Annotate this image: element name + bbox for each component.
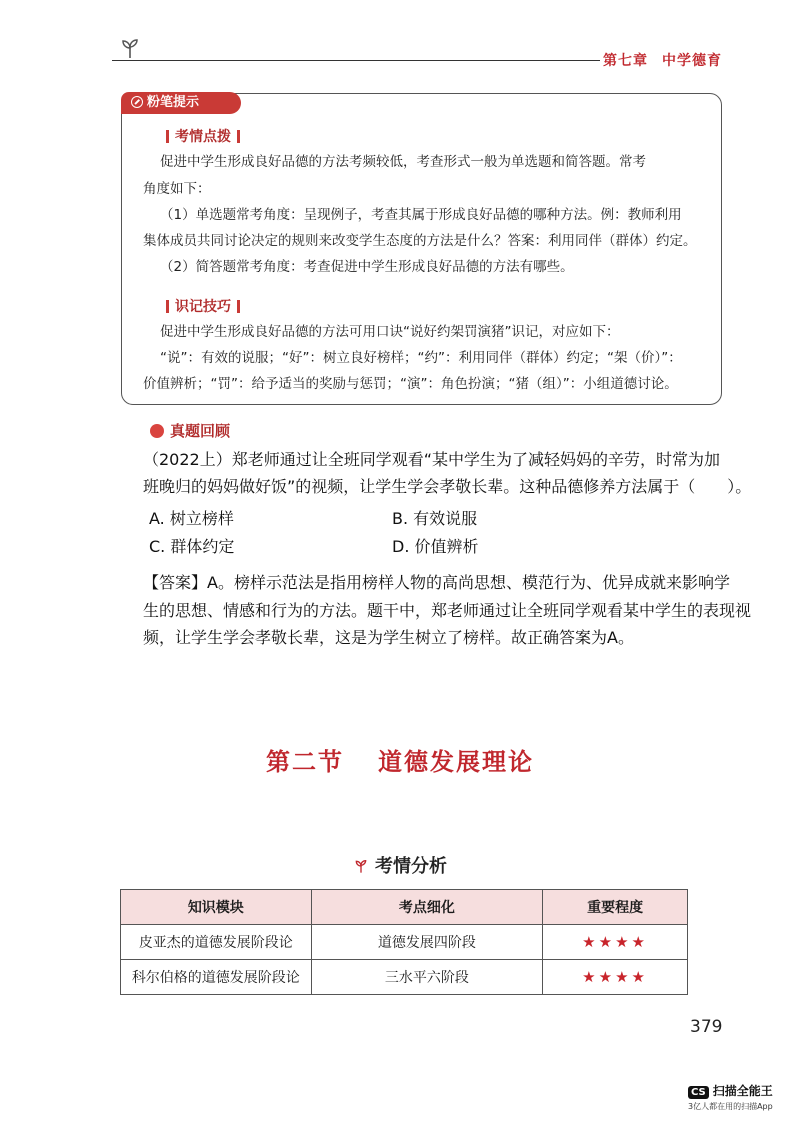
analysis-table — [120, 889, 688, 995]
tip-section1-line: （2）简答题常考角度：考查促进中学生形成良好品德的方法有哪些。 — [160, 259, 574, 275]
header-rule — [112, 60, 600, 61]
column-header: 考点细化 — [311, 890, 543, 925]
section-number: 第二节 — [266, 748, 344, 776]
scanner-watermark: CS 扫描全能王 — [688, 1082, 773, 1099]
detail-cell: 道德发展四阶段 — [311, 925, 543, 960]
column-header: 重要程度 — [543, 890, 688, 925]
importance-stars: ★★★★ — [543, 960, 688, 995]
tip-section2-line: 促进中学生形成良好品德的方法可用口诀“说好约架罚演猪”识记，对应如下： — [160, 324, 620, 340]
tip-tag — [121, 92, 241, 114]
tip-section1-line: （1）单选题常考角度：呈现例子，考查其属于形成良好品德的哪种方法。例：教师利用 — [160, 207, 682, 223]
option-c: C. 群体约定 — [149, 537, 235, 556]
answer-line: 频，让学生学会孝敬长辈，这是为学生树立了榜样。故正确答案为A。 — [143, 628, 634, 647]
page-number: 379 — [690, 1017, 723, 1037]
tip-section1-heading: 考情点拨 — [160, 126, 246, 146]
tip-section2-line: 价值辨析；“罚”：给予适当的奖励与惩罚；“演”：角色扮演；“猪（组）”：小组道德讨论。 — [143, 376, 678, 392]
question-line: （2022上）郑老师通过让全班同学观看“某中学生为了减轻妈妈的辛劳，时常为加 — [143, 450, 721, 469]
table-row — [121, 925, 688, 960]
option-b: B. 有效说服 — [392, 509, 478, 528]
tip-section2-heading: 识记技巧 — [160, 296, 246, 316]
chapter-title: 中学德育 — [662, 53, 722, 69]
importance-stars: ★★★★ — [543, 925, 688, 960]
tip-section1-line: 集体成员共同讨论决定的规则来改变学生态度的方法是什么？答案：利用同伴（群体）约定。 — [143, 233, 697, 249]
tip-tag-label: 粉笔提示 — [147, 95, 200, 110]
module-cell: 皮亚杰的道德发展阶段论 — [121, 925, 312, 960]
pencil-icon — [131, 96, 143, 108]
sprout-icon — [353, 858, 369, 874]
review-icon — [150, 424, 164, 438]
answer-line: 【答案】A。榜样示范法是指用榜样人物的高尚思想、模范行为、优异成就来影响学 — [143, 573, 730, 592]
column-header: 知识模块 — [121, 890, 312, 925]
analysis-heading: 考情分析 — [0, 852, 800, 878]
detail-cell: 三水平六阶段 — [311, 960, 543, 995]
chapter-number: 第七章 — [603, 53, 648, 69]
option-d: D. 价值辨析 — [392, 537, 479, 556]
watermark-subtitle: 3亿人都在用的扫描App — [688, 1102, 773, 1111]
table-header-row — [121, 890, 688, 925]
tip-section1-line: 促进中学生形成良好品德的方法考频较低，考查形式一般为单选题和简答题。常考 — [160, 154, 646, 170]
section-name: 道德发展理论 — [378, 748, 534, 776]
table-row — [121, 960, 688, 995]
cs-logo-icon: CS — [688, 1086, 709, 1099]
chapter-header — [589, 50, 722, 70]
question-line: 班晚归的妈妈做好饭”的视频，让学生学会孝敬长辈。这种品德修养方法属于（ ）。 — [143, 477, 752, 496]
sprout-icon — [118, 36, 142, 60]
tip-section2-line: “说”：有效的说服；“好”：树立良好榜样；“约”：利用同伴（群体）约定；“架（价）”： — [160, 350, 682, 366]
module-cell: 科尔伯格的道德发展阶段论 — [121, 960, 312, 995]
tip-section1-line: 角度如下： — [143, 181, 211, 197]
option-a: A. 树立榜样 — [149, 509, 234, 528]
answer-line: 生的思想、情感和行为的方法。题干中，郑老师通过让全班同学观看某中学生的表现视 — [143, 601, 752, 620]
section-title — [0, 742, 800, 777]
review-heading: 真题回顾 — [150, 420, 230, 441]
